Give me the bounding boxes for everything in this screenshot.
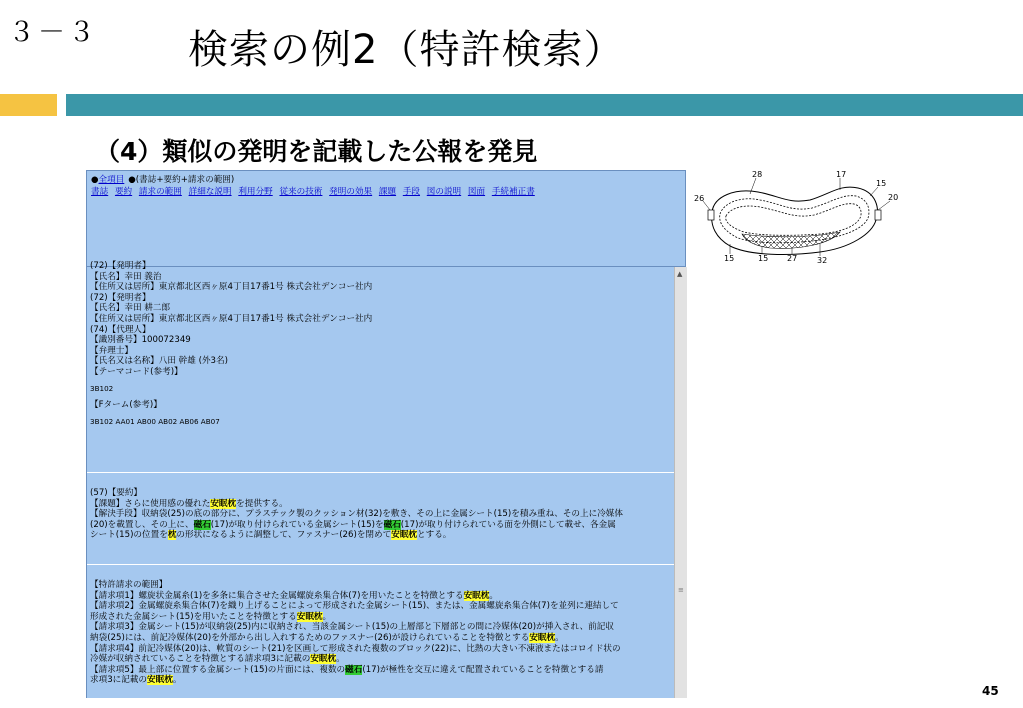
claim-line xyxy=(90,633,670,644)
link-figure-description[interactable]: 図の説明 xyxy=(426,187,462,197)
abstract-line xyxy=(90,520,670,531)
claim-line xyxy=(90,612,670,623)
link-detailed-description[interactable]: 詳細な説明 xyxy=(188,187,232,197)
figure-label: 15 xyxy=(724,254,735,263)
claim-line xyxy=(90,675,670,686)
claim-line: 【請求項4】前記冷媒体(20)は、軟質のシート(21)を区画して形成された複数のブロック(22)に、比熱の大きい不凍液またはコロイド状の xyxy=(90,643,621,654)
text: を提供する。 xyxy=(236,498,288,509)
section-number: ３－３ xyxy=(8,17,98,48)
biblio-line: 【弁理士】 xyxy=(90,345,133,356)
link-drawings[interactable]: 図面 xyxy=(467,187,486,197)
claim-line: 【請求項2】金属螺旋糸集合体(7)を織り上げることによって形成された金属シート(15)、または、金属螺旋糸集合体(7)を並列に連結して xyxy=(90,601,619,612)
page-number: 45 xyxy=(982,684,999,698)
text: 納袋(25)には、前記冷媒体(20)を外部から出し入れするためのファスナー(26)が設けられていることを特徴とする xyxy=(90,632,530,643)
highlight-keyword: 磁石 xyxy=(345,664,363,675)
text: 冷媒が収納されていることを特徴とする請求項3に記載の xyxy=(90,654,311,665)
biblio-line: 【住所又は居所】東京都北区西ヶ原4丁目17番1号 株式会社デンコー社内 xyxy=(90,313,373,324)
figure-label: 32 xyxy=(817,256,828,265)
highlight-keyword: 安眠枕 xyxy=(310,654,337,665)
slide-subtitle: （4）類似の発明を記載した公報を発見 xyxy=(95,137,538,166)
text: 求項3に記載の xyxy=(90,675,148,686)
scroll-grip-icon[interactable]: ≡ xyxy=(678,586,684,594)
pillow-cross-section-drawing xyxy=(690,170,902,266)
claim-line xyxy=(90,654,670,665)
highlight-keyword: 磁石 xyxy=(383,519,401,530)
highlight-keyword: 磁石 xyxy=(193,519,211,530)
claim-line xyxy=(90,591,670,602)
biblio-line: 【テーマコード(参考)】 xyxy=(90,366,183,377)
bibliographic-section xyxy=(90,261,670,427)
text: とする。 xyxy=(417,530,452,541)
claim-line xyxy=(90,665,670,676)
biblio-line: 【識別番号】100072349 xyxy=(90,335,191,346)
fterm-value: 3B102 AA01 AB00 AB02 AB06 AB07 xyxy=(90,416,220,426)
abstract-line: 【解決手段】収納袋(25)の底の部分に、プラスチック製のクッション材(32)を敷き、その上に金属シート(15)を積み重ね、その上に冷媒体 xyxy=(90,509,623,520)
link-claims[interactable]: 請求の範囲 xyxy=(138,187,182,197)
text: 【請求項1】螺旋状金属糸(1)を多条に集合させた金属螺旋糸集合体(7)を用いたことを特徴とする xyxy=(90,590,464,601)
text: 。 xyxy=(336,654,345,665)
link-biblio[interactable]: 書誌 xyxy=(91,187,109,197)
display-mode-row xyxy=(91,175,234,186)
abstract-line xyxy=(90,530,670,541)
display-mode-label: ●(書誌+要約+請求の範囲) xyxy=(128,175,235,185)
text: (20)を載置し、その上に、 xyxy=(90,519,194,530)
all-items-link[interactable]: 全項目 xyxy=(98,175,125,185)
text: (17)が極性を交互に違えて配置されていることを特徴とする請 xyxy=(362,664,604,675)
text: (17)が取り付けられている面を外側にして載せ、各金属 xyxy=(400,519,616,530)
text: の形状になるように調整して、ファスナー(26)を閉めて xyxy=(176,530,392,541)
biblio-line: (72)【発明者】 xyxy=(90,261,151,271)
abstract-header: (57)【要約】 xyxy=(90,488,143,498)
section-divider xyxy=(87,564,675,565)
link-problem[interactable]: 課題 xyxy=(378,187,397,197)
biblio-line: 【住所又は居所】東京都北区西ヶ原4丁目17番1号 株式会社デンコー社内 xyxy=(90,282,373,293)
theme-code: 3B102 xyxy=(90,383,114,393)
text: 。 xyxy=(172,675,182,686)
biblio-line: 【氏名】幸田 義治 xyxy=(90,271,162,282)
link-prior-art[interactable]: 従来の技術 xyxy=(279,187,323,197)
biblio-line: (74)【代理人】 xyxy=(90,324,151,335)
link-abstract[interactable]: 要約 xyxy=(114,187,133,197)
text: 。 xyxy=(489,590,498,601)
text: 。 xyxy=(322,611,332,622)
figure-label: 28 xyxy=(752,170,763,179)
fterm-label: 【Fターム(参考)】 xyxy=(90,400,162,411)
link-amendment[interactable]: 手続補正書 xyxy=(491,187,535,197)
figure-label: 15 xyxy=(758,254,769,263)
text: 【請求項5】最上部に位置する金属シート(15)の片面には、複数の xyxy=(90,664,346,675)
section-divider xyxy=(87,472,675,473)
navigation-pane xyxy=(86,170,686,267)
highlight-keyword: 安眠枕 xyxy=(296,611,323,622)
radio-bullet: ● xyxy=(91,175,99,185)
text: (17)が取り付けられている金属シート(15)を xyxy=(210,519,384,530)
claim-line: 【請求項3】金属シート(15)が収納袋(25)内に収納され、当該金属シート(15)の上層部と下層部との間に冷媒体(20)が挿入され、前記収 xyxy=(90,622,614,633)
accent-bar-teal xyxy=(66,94,1023,116)
text: 形成された金属シート(15)を用いたことを特徴とする xyxy=(90,611,297,622)
accent-bar-orange xyxy=(0,94,57,116)
document-pane[interactable] xyxy=(86,261,676,698)
drawing-svg xyxy=(690,170,902,266)
figure-label: 26 xyxy=(694,194,705,203)
abstract-section xyxy=(90,488,670,541)
figure-label: 17 xyxy=(836,170,847,179)
highlight-keyword: 安眠枕 xyxy=(147,675,173,686)
biblio-line: (72)【発明者】 xyxy=(90,292,151,303)
text: 【課題】さらに使用感の優れた xyxy=(90,498,211,509)
vertical-scrollbar[interactable] xyxy=(674,267,687,698)
figure-label: 15 xyxy=(876,179,887,188)
section-links-row xyxy=(91,187,539,198)
slide-title: 検索の例2（特許検索） xyxy=(188,27,625,73)
claims-section xyxy=(90,580,670,686)
highlight-keyword: 安眠枕 xyxy=(529,632,556,643)
link-means[interactable]: 手段 xyxy=(402,187,421,197)
claims-header: 【特許請求の範囲】 xyxy=(90,580,168,590)
link-field[interactable]: 利用分野 xyxy=(238,187,273,197)
text: シート(15)の位置を xyxy=(90,530,168,541)
figure-label: 20 xyxy=(888,193,899,202)
biblio-line: 【氏名】幸田 耕二郎 xyxy=(90,303,171,314)
highlight-keyword: 安眠枕 xyxy=(210,498,237,509)
highlight-keyword: 枕 xyxy=(167,530,177,541)
patent-viewer-screenshot xyxy=(86,170,686,698)
scroll-up-arrow-icon[interactable]: ▲ xyxy=(677,270,683,278)
highlight-keyword: 安眠枕 xyxy=(463,590,490,601)
text: 。 xyxy=(555,632,564,643)
abstract-line xyxy=(90,499,670,510)
figure-label: 27 xyxy=(787,254,798,263)
biblio-line: 【氏名又は名称】八田 幹雄 (外3名) xyxy=(90,356,228,367)
link-effects[interactable]: 発明の効果 xyxy=(329,187,373,197)
highlight-keyword: 安眠枕 xyxy=(391,530,418,541)
